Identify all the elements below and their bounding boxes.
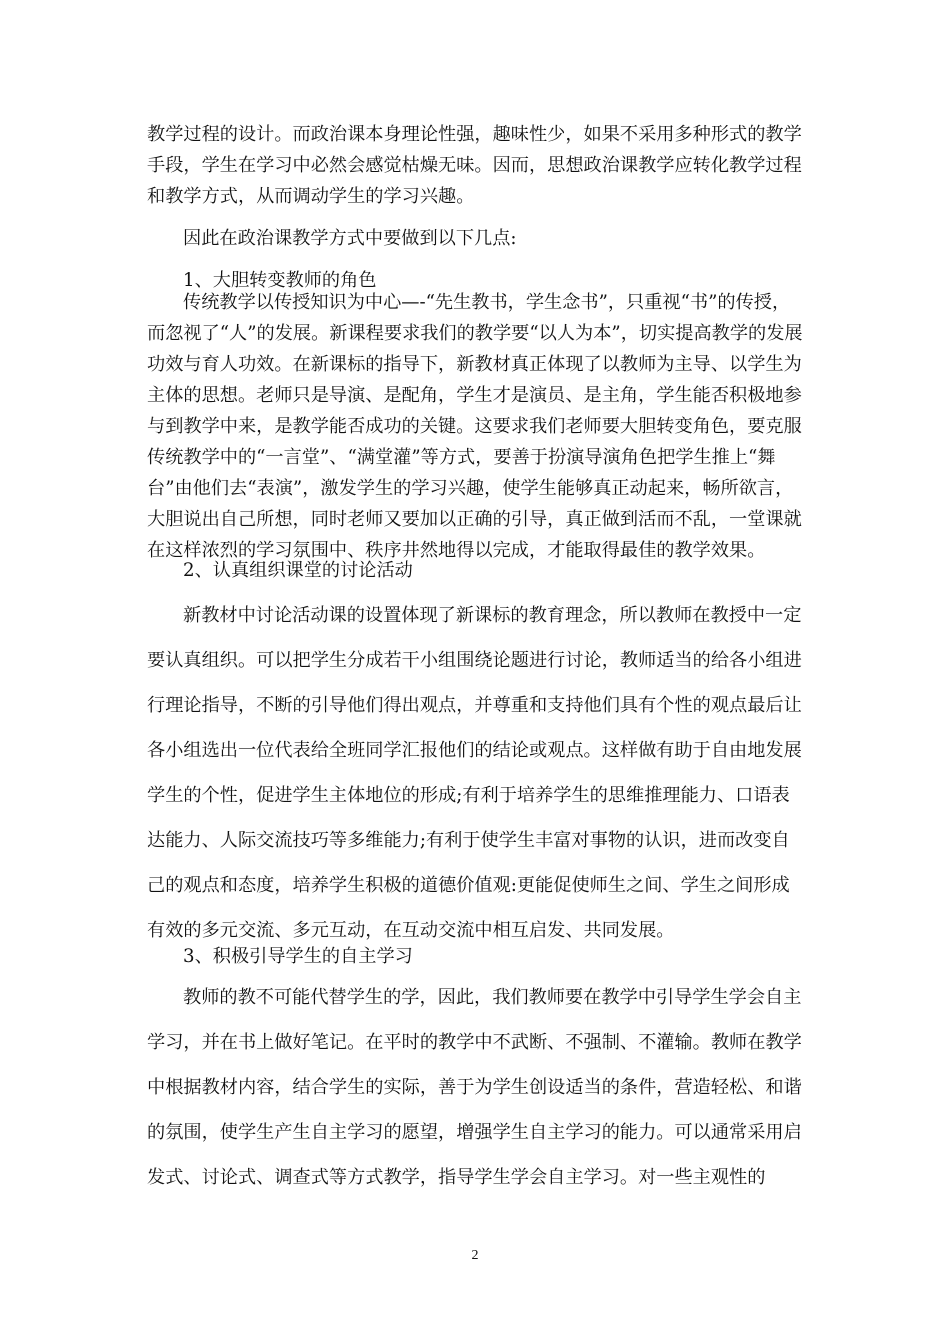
intro-line: 因此在政治课教学方式中要做到以下几点: [183,228,517,249]
page-number: 2 [471,1248,479,1263]
section-3-heading: 3、积极引导学生的自主学习 [183,946,413,967]
paragraph-text: 新教材中讨论活动课的设置体现了新课标的教育理念，所以教师在教授中一定要认真组织。可以把学生分成若干小组围绕论题进行讨论，教师适当的给各小组进行理论指导，不断的引导他们得出观点，并尊重和支持他们具有个性的观点最后让各小组选出一位代表给全班同学汇报他们的结论或观点。这样做有助于自由地发展学生的个性，促进学生主体地位的形成;有利于培养学生的思维推理能力、口语表达能力、人际交流技巧等多维能力;有利于使学生丰富对事物的认识，进而改变自己的观点和态度，培养学生积极的道德价值观:更能促使师生之间、学生之间形成有效的多元交流、多元互动，在互动交流中相互启发、共同发展。 [147,605,802,941]
section-3-body [147,975,807,1200]
paragraph-text: 教师的教不可能代替学生的学，因此，我们教师要在教学中引导学生学会自主学习，并在书上做好笔记。在平时的教学中不武断、不强制、不灌输。教师在教学中根据教材内容，结合学生的实际，善于为学生创设适当的条件，营造轻松、和谐的氛围，使学生产生自主学习的愿望，增强学生自主学习的能力。可以通常采用启发式、讨论式、调查式等方式教学，指导学生学会自主学习。对一些主观性的 [147,987,802,1188]
section-2-heading: 2、认真组织课堂的讨论活动 [183,560,413,581]
section-2-body [147,593,807,953]
section-1-body [147,287,807,566]
paragraph-text: 传统教学以传授知识为中心—-“先生教书，学生念书”，只重视“书”的传授，而忽视了“人”的发展。新课程要求我们的教学要“以人为本”，切实提高教学的发展功效与育人功效。在新课标的指导下，新教材真正体现了以教师为主导、以学生为主体的思想。老师只是导演、是配角，学生才是演员、是主角，学生能否积极地参与到教学中来，是教学能否成功的关键。这要求我们老师要大胆转变角色，要克服传统教学中的“一言堂”、“满堂灌”等方式，要善于扮演导演角色把学生推上“舞台”由他们去“表演”，激发学生的学习兴趣，使学生能够真正动起来，畅所欲言，大胆说出自己所想，同时老师又要加以正确的引导，真正做到活而不乱，一堂课就在这样浓烈的学习氛围中、秩序井然地得以完成，才能取得最佳的教学效果。 [147,292,803,561]
paragraph-continuation [147,119,807,212]
section-1-heading: 1、大胆转变教师的角色 [183,270,377,291]
paragraph-text: 教学过程的设计。而政治课本身理论性强，趣味性少，如果不采用多种形式的教学手段，学生在学习中必然会感觉枯燥无味。因而，思想政治课教学应转化教学过程和教学方式，从而调动学生的学习兴趣。 [147,124,802,207]
